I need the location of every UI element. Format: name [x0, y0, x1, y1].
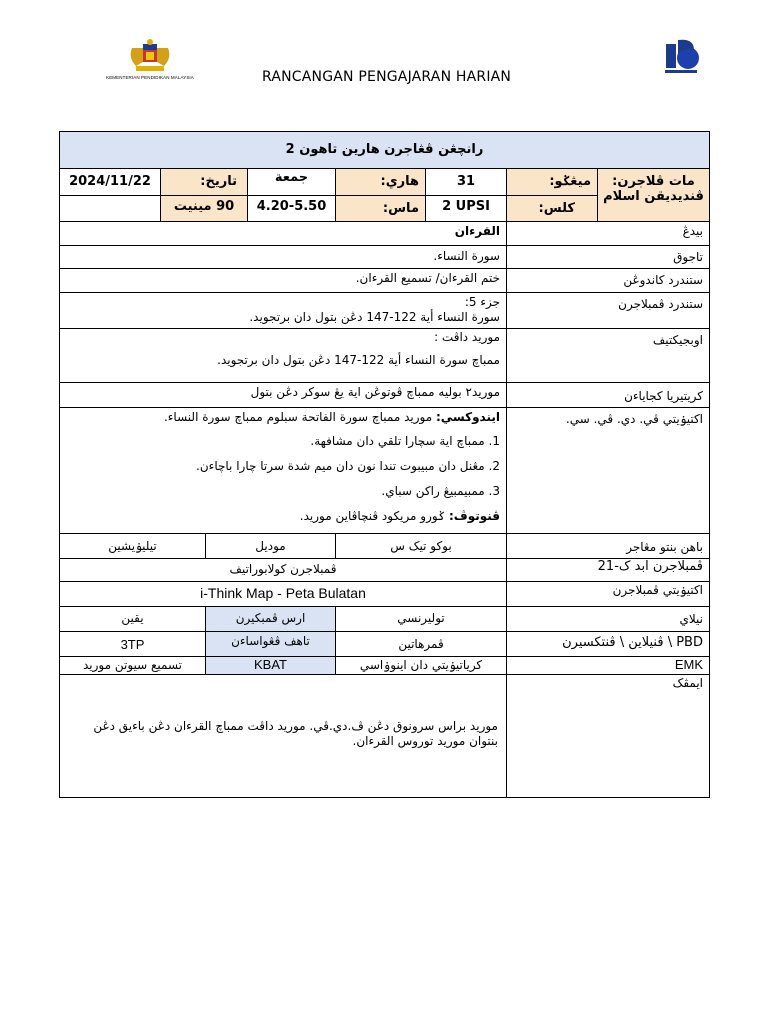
time-value: 4.20-5.50 [256, 199, 327, 214]
pbd-item-1: ڤمرهاتين [398, 637, 444, 651]
closing-text: ݢورو مريکود ڤنچاڤاين موريد. [299, 509, 446, 523]
field-label: بيدڠ [682, 224, 703, 238]
material-item-2: موديل [255, 539, 286, 553]
objective-value [60, 329, 506, 382]
field-value: القرءان [454, 224, 500, 238]
learning-standard-label: ستندرد ڤمبلاجرن [618, 297, 703, 311]
emk-item-2: KBAT [206, 657, 335, 674]
success-criteria-value: موريد٢ بوليه ممباچ ڤوتوڠن اية يڠ سوکر دڠن بتول [250, 385, 500, 399]
reflection-label: ايمڤک [672, 676, 703, 690]
closing-label: ڤنوتوڤ: [448, 509, 500, 523]
content-standard-value: ختم القرءان/ تسميع القرءان. [355, 271, 500, 285]
page-title: RANCANGAN PENGAJARAN HARIAN [262, 69, 512, 85]
material-item-3: تيليۏيشين [108, 539, 157, 553]
emk-label: EMK [674, 657, 703, 672]
emk-item-3: تسميع سيوتن موريد [82, 658, 183, 672]
objective-line1: موريد داڤت : [434, 330, 500, 344]
learning-standard-line2: سورة النساء أية 122-147 دڠن بتول دان برتجويد. [249, 310, 500, 324]
activity-step-2: 2. مڠنل دان مبيبوت تندا نون دان ميم شدة سرتا چارا باچاءن. [196, 459, 500, 473]
material-item-1: بوکو تيک س [390, 539, 452, 553]
date-value: 2024/11/22 [69, 174, 151, 189]
learning-standard-line1: جزء 5: [464, 295, 500, 309]
activity-content [60, 408, 506, 533]
activity-label: اکتيۏيتي ڤي. دي. ڤي. سي. [565, 412, 703, 426]
success-criteria-label: کريتيريا کجاياءن [624, 389, 703, 403]
class-value: 2 UPSI [442, 199, 490, 214]
materials-label: باهن بنتو مڠاجر [626, 540, 703, 554]
university-logo [660, 36, 702, 76]
pak21-value: ڤمبلاجرن کولابوراتيف [229, 562, 337, 576]
week-label: ميڠݢو: [507, 169, 597, 195]
date-label: تاريخ: [161, 169, 247, 195]
induction-text: موريد ممباچ سورة الفاتحة سبلوم ممباچ سورة النساء. [163, 410, 433, 424]
emk-item-1: کرياتيۏيتي دان اينوۏاسي [359, 658, 483, 672]
day-label: هاري: [336, 169, 425, 195]
day-value: جمعة [274, 170, 309, 185]
lesson-plan-table [59, 131, 710, 798]
reflection-value [60, 675, 506, 797]
subject-label: مات ڤلاجرن: ڤنديديقن اسلام [598, 169, 709, 221]
pbd-item-2: تاهف ڤڠواساءن [206, 632, 335, 656]
crest-icon [126, 38, 174, 74]
topic-value: سورة النساء. [433, 249, 500, 263]
duration-value: 90 مينيت [161, 196, 247, 221]
value-item-1: توليرنسي [397, 611, 445, 625]
topic-label: تاجوق [673, 250, 703, 264]
pak21-label: ڤمبلاجرن ابد ک-21 [597, 559, 703, 574]
class-label: کلس: [507, 196, 597, 221]
subject-value: ڤنديديقن اسلام [603, 189, 704, 204]
activity-step-1: 1. ممباچ اية سچارا تلقي دان مشافهة. [310, 434, 500, 448]
ministry-logo [100, 38, 200, 80]
reflection-line2: بنتوان موريد توروس القرءان. [352, 734, 498, 748]
activity-step-3: 3. ممبيمبيڠ راکن سباي. [381, 484, 500, 498]
induction-line [60, 410, 500, 425]
week-value: 31 [456, 174, 476, 189]
value-item-2: ارس ڤمبکيرن [206, 607, 335, 631]
reflection-line1: موريد براس سرونوق دڠن ڤ.دي.ڤي. موريد داڤت ممباچ القرءان دڠن باءيق دڠن [93, 719, 498, 733]
thinking-value: i-Think Map - Peta Bulatan [200, 585, 366, 601]
content-standard-label: ستندرد کاندوڠن [623, 273, 703, 287]
values-label: نيلاي [679, 612, 703, 626]
value-item-3: يقين [121, 611, 144, 625]
induction-label: ايندوکسي: [435, 410, 500, 424]
learning-standard-value [60, 293, 506, 328]
pbd-item-3: 3TP [120, 637, 145, 652]
closing-line [60, 504, 500, 529]
pbd-label: PBD \ ڤنيلاين \ ڤنتکسيرن [562, 635, 703, 650]
plan-title: رانچڠن ڤڠاجرن هارين تاهون 2 [60, 132, 709, 168]
thinking-label: اکتيۏيتي ڤمبلاجرن [612, 583, 703, 597]
ministry-name: KEMENTERIAN PENDIDIKAN MALAYSIA [106, 75, 194, 80]
objective-label: اوبجيکتيف [652, 333, 703, 347]
time-label: ماس: [336, 196, 425, 221]
objective-line2: ممباچ سورة النساء أية 122-147 دڠن بتول دان برتجويد. [217, 353, 500, 367]
